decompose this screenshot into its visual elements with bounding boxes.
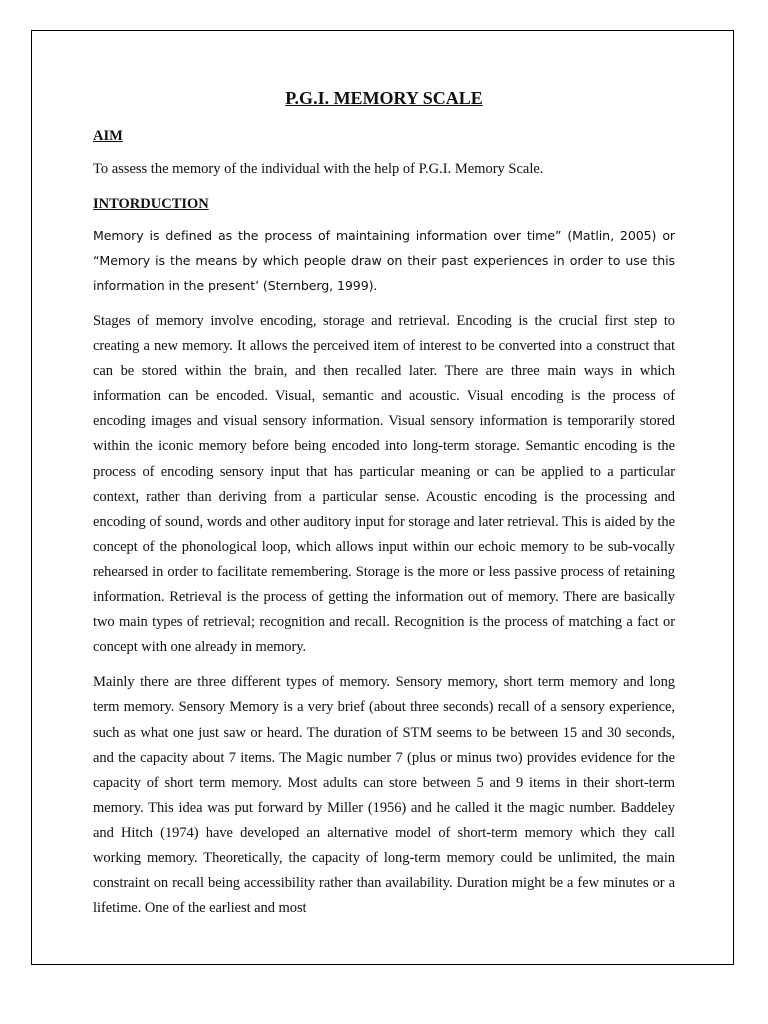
memory-definition-paragraph: Memory is defined as the process of maintaining information over time” (Matlin, 2005) or “Memory is the means by which people draw on their past experiences in order to use this information in the present’ (Sternberg, 1999).: [93, 228, 675, 293]
stages-of-memory-paragraph: Stages of memory involve encoding, storage and retrieval. Encoding is the crucial first step to creating a new memory. It allows the perceived item of interest to be converted into a construct that can be stored within the brain, and then recalled later. There are three main ways in which information can be encoded. Visual, semantic and acoustic. Visual encoding is the process of encoding images and visual sensory information. Visual sensory information is temporarily stored within the iconic memory before being encoded into long-term storage. Semantic encoding is the process of encoding sensory input that has particular meaning or can be applied to a particular context, rather than deriving from a particular sense. Acoustic encoding is the processing and encoding of sound, words and other auditory input for storage and later retrieval. This is aided by the concept of the phonological loop, which allows input within our echoic memory to be sub-vocally rehearsed in order to facilitate remembering. Storage is the more or less passive process of retaining information. Retrieval is the process of getting the information out of memory. There are basically two main types of retrieval; recognition and recall. Recognition is the process of matching a fact or concept with one already in memory.: [93, 313, 675, 656]
aim-heading: AIM: [93, 128, 123, 144]
document-title: P.G.I. MEMORY SCALE: [285, 88, 483, 108]
types-of-memory-paragraph: Mainly there are three different types of memory. Sensory memory, short term memory and long term memory. Sensory Memory is a very brief (about three seconds) recall of a sensory experience, such as what one just saw or heard. The duration of STM seems to be between 15 and 30 seconds, and the capacity about 7 items. The Magic number 7 (plus or minus two) provides evidence for the capacity of short term memory. Most adults can store between 5 and 9 items in their short-term memory. This idea was put forward by Miller (1956) and he called it the magic number. Baddeley and Hitch (1974) have developed an alternative model of short-term memory which they call working memory. Theoretically, the capacity of long-term memory could be unlimited, the main constraint on recall being accessibility rather than availability. Duration might be a few minutes or a lifetime. One of the earliest and most: [93, 674, 675, 917]
document-body: [93, 86, 675, 921]
introduction-heading: INTORDUCTION: [93, 196, 209, 212]
aim-text: To assess the memory of the individual with the help of P.G.I. Memory Scale.: [93, 161, 544, 177]
